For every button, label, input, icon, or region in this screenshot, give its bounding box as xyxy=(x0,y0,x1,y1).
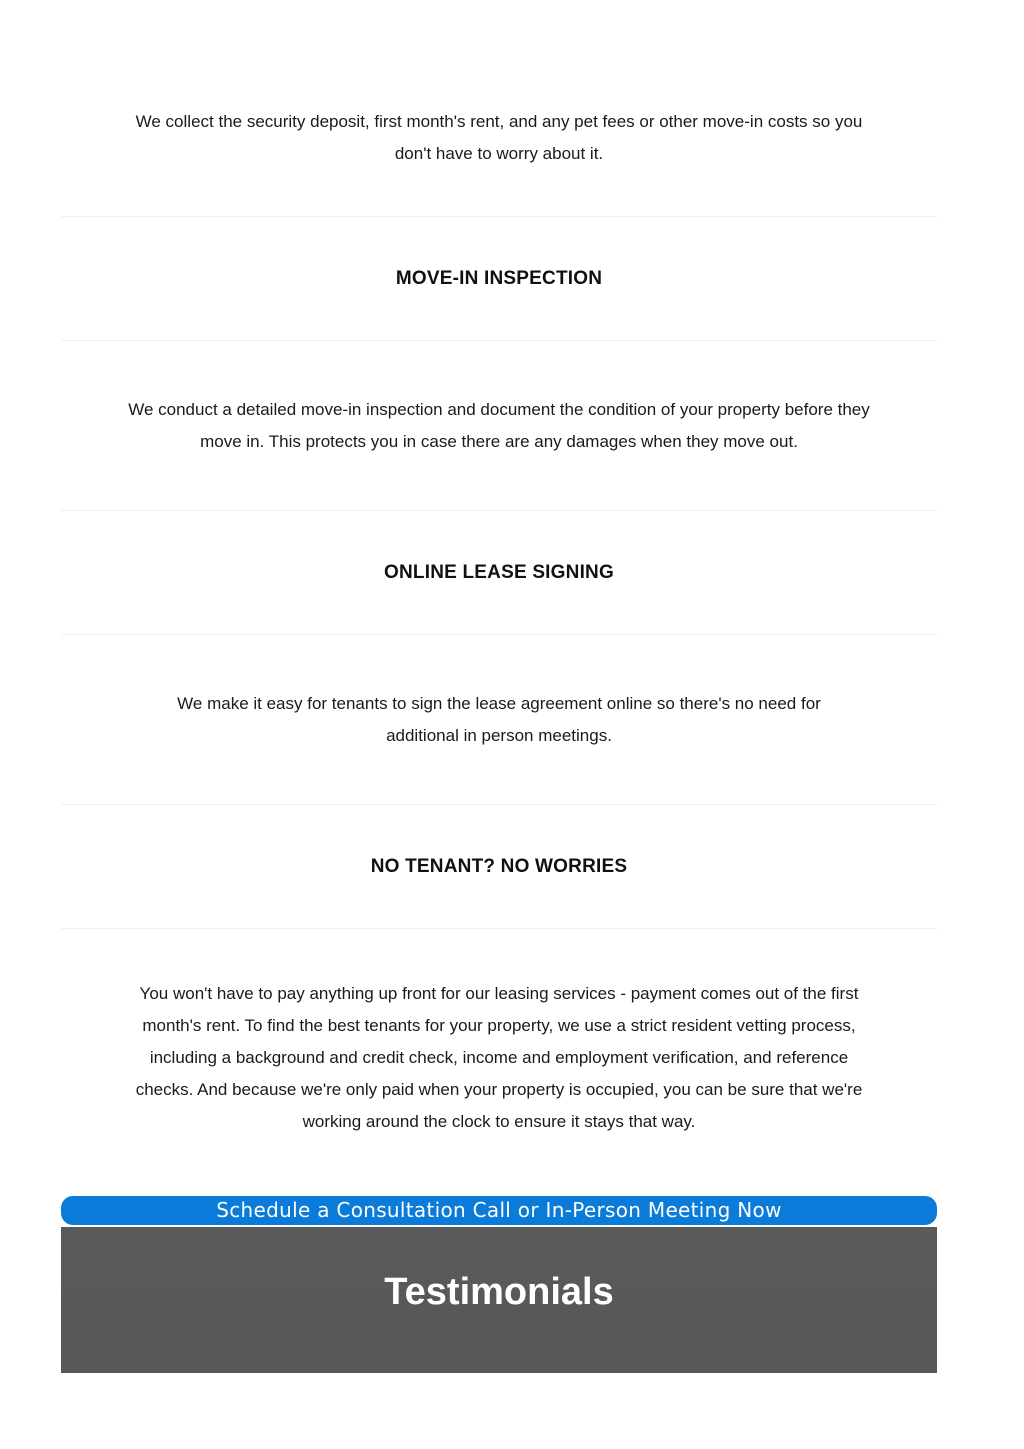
no-tenant-heading: NO TENANT? NO WORRIES xyxy=(370,855,628,877)
deposit-panel xyxy=(61,63,937,217)
inspection-panel xyxy=(61,341,937,511)
no-tenant-panel xyxy=(61,929,937,1193)
deposit-description: We collect the security deposit, first month's rent, and any pet fees or other move-in costs so you don't have to worry about it. xyxy=(135,111,863,163)
testimonials-section xyxy=(61,1227,937,1373)
schedule-consultation-button[interactable]: Schedule a Consultation Call or In-Person Meeting Now xyxy=(61,1196,937,1225)
lease-panel xyxy=(61,635,937,805)
inspection-description: We conduct a detailed move-in inspection and document the condition of your property before they move in. This protects you in case there are any damages when they move out. xyxy=(128,399,870,451)
inspection-heading: MOVE-IN INSPECTION xyxy=(395,267,603,289)
lease-heading: ONLINE LEASE SIGNING xyxy=(384,561,614,583)
lease-heading-panel xyxy=(61,511,937,635)
testimonials-title: Testimonials xyxy=(384,1271,614,1313)
inspection-heading-panel xyxy=(61,217,937,341)
no-tenant-heading-panel xyxy=(61,805,937,929)
no-tenant-description: You won't have to pay anything up front for our leasing services - payment comes out of the first month's rent. To find the best tenants for your property, we use a strict resident vetting process, including a background and credit check, income and employment verification, and reference checks. And because we're only paid when your property is occupied, you can be sure that we're working around the clock to ensure it stays that way. xyxy=(135,984,863,1131)
lease-description: We make it easy for tenants to sign the lease agreement online so there's no need for additional in person meetings. xyxy=(177,693,821,745)
services-list xyxy=(61,63,937,1193)
